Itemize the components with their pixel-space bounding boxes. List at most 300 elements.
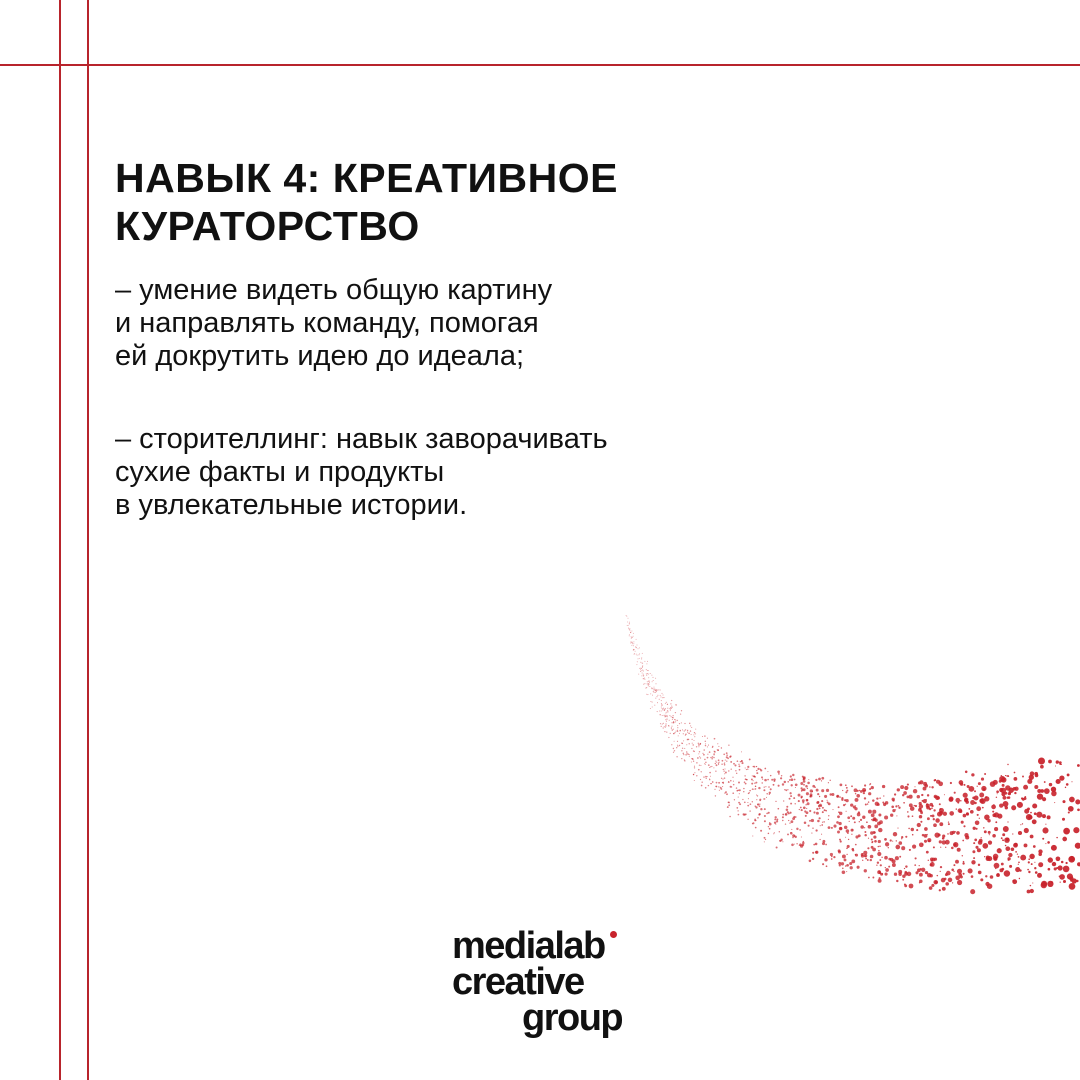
particle-dot bbox=[822, 840, 825, 843]
particle-dot bbox=[776, 820, 778, 822]
particle-dot bbox=[658, 689, 659, 690]
particle-dot bbox=[901, 846, 905, 850]
particle-dot bbox=[743, 813, 745, 815]
particle-dot bbox=[1042, 814, 1046, 818]
particle-dot bbox=[673, 729, 674, 730]
particle-dot bbox=[709, 751, 711, 753]
particle-dot bbox=[693, 761, 694, 762]
particle-dot bbox=[978, 840, 983, 845]
particle-dot bbox=[744, 801, 746, 803]
particle-dot bbox=[884, 838, 887, 841]
particle-dot bbox=[894, 873, 897, 876]
particle-dot bbox=[1034, 772, 1038, 776]
particle-dot bbox=[821, 800, 823, 802]
particle-dot bbox=[713, 767, 714, 768]
particle-dot bbox=[726, 793, 728, 795]
bullet-line: – умение видеть общую картину bbox=[115, 274, 553, 306]
particle-dot bbox=[871, 838, 873, 840]
particle-dot bbox=[764, 768, 766, 770]
particle-dot bbox=[812, 858, 814, 860]
particle-dot bbox=[1075, 799, 1080, 804]
particle-dot bbox=[948, 821, 949, 822]
particle-dot bbox=[1015, 851, 1017, 853]
particle-dot bbox=[679, 745, 680, 746]
particle-dot bbox=[784, 789, 785, 790]
particle-dot bbox=[798, 800, 800, 802]
particle-dot bbox=[764, 808, 766, 810]
particle-dot bbox=[1019, 869, 1021, 871]
particle-dot bbox=[745, 783, 747, 785]
particle-dot bbox=[1061, 764, 1062, 765]
particle-dot bbox=[838, 806, 840, 808]
particle-dot bbox=[1028, 815, 1032, 819]
particle-dot bbox=[815, 829, 817, 831]
particle-dot bbox=[803, 777, 806, 780]
particle-dot bbox=[760, 769, 762, 771]
particle-dot bbox=[872, 810, 876, 814]
particle-dot bbox=[875, 802, 879, 806]
particle-dot bbox=[857, 790, 859, 792]
particle-dot bbox=[633, 641, 634, 642]
particle-dot bbox=[1041, 884, 1042, 885]
particle-dot bbox=[1035, 871, 1038, 874]
particle-dot bbox=[854, 821, 856, 823]
particle-dot bbox=[876, 865, 877, 866]
particle-dot bbox=[1015, 867, 1020, 872]
particle-dot bbox=[759, 813, 761, 815]
particle-dot bbox=[809, 860, 812, 863]
particle-dot bbox=[847, 832, 849, 834]
particle-dot bbox=[774, 818, 776, 820]
particle-dot bbox=[728, 770, 729, 771]
particle-dot bbox=[1017, 853, 1018, 854]
particle-dot bbox=[641, 658, 642, 659]
particle-dot bbox=[859, 821, 860, 822]
particle-dot bbox=[862, 853, 863, 854]
particle-dot bbox=[653, 688, 654, 689]
particle-dot bbox=[775, 816, 777, 818]
particle-dot bbox=[985, 796, 987, 798]
particle-dot bbox=[1002, 833, 1005, 836]
particle-dot bbox=[796, 828, 798, 830]
particle-dot bbox=[735, 770, 736, 771]
particle-dot bbox=[809, 820, 811, 822]
particle-dot bbox=[1037, 789, 1041, 793]
particle-dot bbox=[707, 754, 708, 755]
particle-dot bbox=[695, 729, 696, 730]
particle-dot bbox=[738, 782, 740, 784]
particle-dot bbox=[919, 882, 920, 883]
particle-dot bbox=[795, 783, 798, 786]
particle-dot bbox=[1031, 863, 1033, 865]
particle-dot bbox=[824, 795, 827, 798]
particle-dot bbox=[851, 834, 852, 835]
particle-dot bbox=[764, 786, 765, 787]
particle-dot bbox=[864, 869, 867, 872]
particle-dot bbox=[1034, 812, 1037, 815]
particle-dot bbox=[1018, 856, 1020, 858]
particle-dot bbox=[964, 833, 968, 837]
particle-dot bbox=[758, 787, 760, 789]
particle-dot bbox=[686, 751, 687, 752]
particle-dot bbox=[733, 784, 735, 786]
particle-dot bbox=[738, 814, 740, 816]
particle-dot bbox=[1003, 796, 1007, 800]
particle-dot bbox=[657, 711, 658, 712]
particle-dot bbox=[718, 759, 720, 761]
particle-dot bbox=[746, 769, 747, 770]
particle-dot bbox=[943, 812, 947, 816]
particle-dot bbox=[725, 772, 727, 774]
particle-dot bbox=[821, 789, 824, 792]
particle-dot bbox=[751, 778, 753, 780]
particle-dot bbox=[738, 790, 740, 792]
particle-dot bbox=[1030, 812, 1032, 814]
particle-dot bbox=[867, 859, 869, 861]
particle-dot bbox=[665, 719, 666, 720]
particle-dot bbox=[702, 736, 703, 737]
particle-dot bbox=[703, 754, 705, 756]
particle-dot bbox=[885, 868, 889, 872]
particle-dot bbox=[871, 813, 875, 817]
particle-dot bbox=[891, 805, 894, 808]
particle-dot bbox=[755, 788, 757, 790]
particle-dot bbox=[782, 841, 783, 842]
particle-dot bbox=[860, 819, 862, 821]
particle-dot bbox=[663, 695, 664, 696]
particle-dot bbox=[787, 833, 789, 835]
particle-dot bbox=[732, 777, 733, 778]
particle-dot bbox=[864, 831, 866, 833]
particle-dot bbox=[681, 710, 682, 711]
particle-dot bbox=[923, 782, 927, 786]
bullet-line: в увлекательные истории. bbox=[115, 489, 468, 521]
particle-dot bbox=[670, 709, 671, 710]
particle-dot bbox=[885, 873, 888, 876]
particle-dot bbox=[1012, 880, 1014, 882]
particle-dot bbox=[777, 770, 780, 773]
particle-dot bbox=[684, 723, 685, 724]
particle-dot bbox=[710, 766, 711, 767]
particle-dot bbox=[929, 786, 931, 788]
particle-dot bbox=[997, 873, 1000, 876]
particle-dot bbox=[1022, 776, 1024, 778]
particle-dot bbox=[896, 840, 897, 841]
particle-dot bbox=[714, 751, 715, 752]
particle-dot bbox=[895, 845, 900, 850]
particle-dot bbox=[718, 764, 719, 765]
particle-dot bbox=[739, 793, 740, 794]
particle-dot bbox=[722, 782, 723, 783]
particle-dot bbox=[864, 855, 866, 857]
particle-dot bbox=[831, 858, 833, 860]
particle-dot bbox=[948, 823, 950, 825]
particle-dot bbox=[823, 821, 825, 823]
particle-dot bbox=[830, 853, 833, 856]
particle-dot bbox=[717, 743, 718, 744]
particle-dot bbox=[715, 786, 716, 787]
particle-dot bbox=[963, 793, 968, 798]
particle-dot bbox=[646, 673, 647, 674]
particle-dot bbox=[671, 700, 672, 701]
particle-dot bbox=[768, 826, 769, 827]
particle-dot bbox=[660, 723, 661, 724]
particle-dot bbox=[838, 822, 841, 825]
particle-dot bbox=[629, 622, 630, 623]
particle-dot bbox=[914, 864, 916, 866]
particle-dot bbox=[736, 807, 738, 809]
particle-dot bbox=[868, 801, 869, 802]
particle-dot bbox=[631, 642, 632, 643]
particle-dot bbox=[953, 864, 955, 866]
particle-dot bbox=[752, 823, 753, 824]
particle-dot bbox=[786, 808, 789, 811]
particle-dot bbox=[718, 746, 719, 747]
particle-dot bbox=[858, 834, 861, 837]
particle-dot bbox=[683, 733, 684, 734]
particle-dot bbox=[897, 828, 898, 829]
particle-dot bbox=[844, 799, 846, 801]
particle-dot bbox=[859, 790, 860, 791]
particle-dot bbox=[920, 821, 922, 823]
particle-dot bbox=[982, 843, 988, 849]
particle-dot bbox=[635, 651, 636, 652]
particle-dot bbox=[816, 801, 819, 804]
particle-dot bbox=[860, 825, 864, 829]
particle-dot bbox=[985, 882, 989, 886]
particle-dot bbox=[855, 854, 857, 856]
particle-dot bbox=[930, 862, 935, 867]
particle-dot bbox=[926, 803, 928, 805]
particle-dot bbox=[666, 712, 667, 713]
particle-dot bbox=[971, 875, 974, 878]
particle-dot bbox=[910, 806, 915, 811]
particle-dot bbox=[885, 867, 886, 868]
particle-dot bbox=[1018, 864, 1019, 865]
particle-dot bbox=[780, 838, 782, 840]
particle-dot bbox=[1060, 882, 1061, 883]
particle-dot bbox=[661, 726, 662, 727]
particle-dot bbox=[852, 817, 855, 820]
particle-dot bbox=[789, 812, 791, 814]
particle-dot bbox=[1023, 785, 1028, 790]
particle-dot bbox=[939, 808, 944, 813]
particle-dot bbox=[626, 615, 627, 616]
particle-dot bbox=[673, 733, 674, 734]
particle-dot bbox=[839, 827, 843, 831]
particle-dot bbox=[688, 733, 690, 735]
particle-dot bbox=[685, 729, 686, 730]
particle-dot bbox=[978, 782, 981, 785]
frame-vertical-line-left bbox=[59, 0, 61, 1080]
particle-dot bbox=[839, 839, 841, 841]
particle-dot bbox=[957, 869, 962, 874]
particle-dot bbox=[779, 831, 780, 832]
particle-dot bbox=[815, 843, 818, 846]
particle-dot bbox=[807, 802, 810, 805]
particle-dot bbox=[674, 732, 675, 733]
particle-dot bbox=[992, 811, 994, 813]
particle-dot bbox=[757, 803, 759, 805]
particle-dot bbox=[685, 733, 686, 734]
particle-dot bbox=[998, 848, 1000, 850]
particle-dot bbox=[844, 826, 847, 829]
particle-dot bbox=[816, 808, 818, 810]
particle-dot bbox=[974, 790, 976, 792]
particle-dot bbox=[1012, 833, 1013, 834]
particle-dot bbox=[1002, 784, 1005, 787]
particle-dot bbox=[756, 766, 757, 767]
particle-dot bbox=[877, 852, 881, 856]
particle-dot bbox=[685, 754, 687, 756]
particle-dot bbox=[828, 815, 829, 816]
particle-dot bbox=[733, 781, 734, 782]
particle-dot bbox=[730, 780, 732, 782]
particle-dot bbox=[924, 834, 928, 838]
particle-dot bbox=[1042, 838, 1044, 840]
particle-dot bbox=[931, 860, 933, 862]
particle-dot bbox=[791, 784, 793, 786]
particle-dot bbox=[788, 820, 789, 821]
particle-dot bbox=[693, 740, 694, 741]
particle-dot bbox=[898, 872, 901, 875]
particle-dot bbox=[1045, 843, 1046, 844]
particle-dot bbox=[668, 737, 669, 738]
particle-dot bbox=[737, 810, 738, 811]
particle-dot bbox=[1017, 802, 1023, 808]
particle-dot bbox=[934, 795, 938, 799]
particle-dot bbox=[855, 805, 856, 806]
particle-dot bbox=[694, 732, 695, 733]
particle-dot bbox=[643, 684, 644, 685]
particle-dot bbox=[956, 831, 960, 835]
particle-dot bbox=[865, 804, 867, 806]
particle-dot bbox=[960, 783, 963, 786]
particle-dot bbox=[813, 811, 815, 813]
particle-dot bbox=[1065, 862, 1067, 864]
particle-dot bbox=[877, 862, 879, 864]
particle-dot bbox=[662, 715, 663, 716]
particle-dot bbox=[1063, 880, 1066, 883]
particle-dot bbox=[1003, 801, 1009, 807]
particle-dot bbox=[988, 831, 991, 834]
particle-dot bbox=[667, 716, 668, 717]
particle-dot bbox=[822, 863, 824, 865]
particle-dot bbox=[679, 723, 680, 724]
particle-dot bbox=[655, 678, 656, 679]
particle-dot bbox=[765, 786, 766, 787]
particle-dot bbox=[989, 834, 990, 835]
particle-dot bbox=[705, 741, 706, 742]
particle-dot bbox=[979, 793, 984, 798]
particle-dot bbox=[774, 780, 776, 782]
particle-dot bbox=[864, 827, 865, 828]
particle-dot bbox=[715, 763, 716, 764]
particle-dot bbox=[790, 832, 791, 833]
particle-dot bbox=[648, 685, 649, 686]
particle-dot bbox=[872, 799, 874, 801]
particle-dot bbox=[790, 775, 792, 777]
particle-dot bbox=[729, 816, 731, 818]
particle-dot bbox=[868, 792, 871, 795]
particle-dot bbox=[839, 796, 841, 798]
particle-dot bbox=[877, 870, 881, 874]
frame-vertical-line-right bbox=[87, 0, 89, 1080]
particle-dot bbox=[1055, 765, 1056, 766]
particle-dot bbox=[649, 684, 650, 685]
particle-dot bbox=[669, 720, 670, 721]
particle-dot bbox=[632, 637, 633, 638]
particle-dot bbox=[805, 804, 806, 805]
particle-dot bbox=[804, 822, 807, 825]
particle-dot bbox=[956, 808, 957, 809]
medialab-logo bbox=[452, 927, 652, 1047]
particle-dot bbox=[898, 805, 900, 807]
particle-dot bbox=[762, 782, 763, 783]
particle-dot bbox=[761, 776, 763, 778]
particle-dot bbox=[912, 834, 914, 836]
particle-dot bbox=[970, 889, 975, 894]
particle-dot bbox=[665, 715, 666, 716]
particle-dot bbox=[803, 780, 806, 783]
particle-dot bbox=[670, 703, 671, 704]
particle-dot bbox=[652, 681, 653, 682]
particle-dot bbox=[1066, 783, 1069, 786]
particle-dot bbox=[716, 764, 718, 766]
particle-dot bbox=[722, 786, 723, 787]
particle-dot bbox=[899, 856, 901, 858]
particle-dot bbox=[766, 793, 768, 795]
particle-dot bbox=[842, 790, 843, 791]
particle-dot bbox=[830, 780, 831, 781]
particle-dot bbox=[794, 779, 796, 781]
particle-dot bbox=[718, 763, 719, 764]
particle-dot bbox=[655, 690, 656, 691]
particle-dot bbox=[821, 777, 824, 780]
particle-dot bbox=[715, 761, 716, 762]
particle-dot bbox=[774, 822, 776, 824]
particle-dot bbox=[745, 767, 746, 768]
particle-dot bbox=[895, 809, 896, 810]
particle-dot bbox=[1007, 775, 1009, 777]
particle-dot bbox=[751, 783, 753, 785]
particle-dot bbox=[888, 866, 890, 868]
particle-dot bbox=[819, 839, 820, 840]
particle-dot bbox=[726, 756, 728, 758]
particle-dot bbox=[671, 726, 672, 727]
particle-dot bbox=[904, 786, 908, 790]
particle-dot bbox=[664, 710, 665, 711]
particle-dot bbox=[1007, 821, 1008, 822]
particle-dot bbox=[992, 834, 996, 838]
particle-dot bbox=[677, 727, 678, 728]
particle-dot bbox=[902, 874, 905, 877]
particle-dot bbox=[855, 844, 857, 846]
particle-dot bbox=[681, 758, 682, 759]
particle-dot bbox=[800, 782, 803, 785]
particle-dot bbox=[961, 821, 964, 824]
particle-dot bbox=[782, 814, 784, 816]
particle-dot bbox=[689, 743, 690, 744]
particle-dot bbox=[698, 743, 699, 744]
particle-dot bbox=[705, 764, 706, 765]
particle-dot bbox=[1056, 856, 1061, 861]
particle-dot bbox=[757, 817, 759, 819]
particle-dot bbox=[1030, 835, 1034, 839]
particle-dot bbox=[945, 882, 949, 886]
bullet-storytelling bbox=[115, 423, 735, 522]
particle-dot bbox=[778, 785, 780, 787]
